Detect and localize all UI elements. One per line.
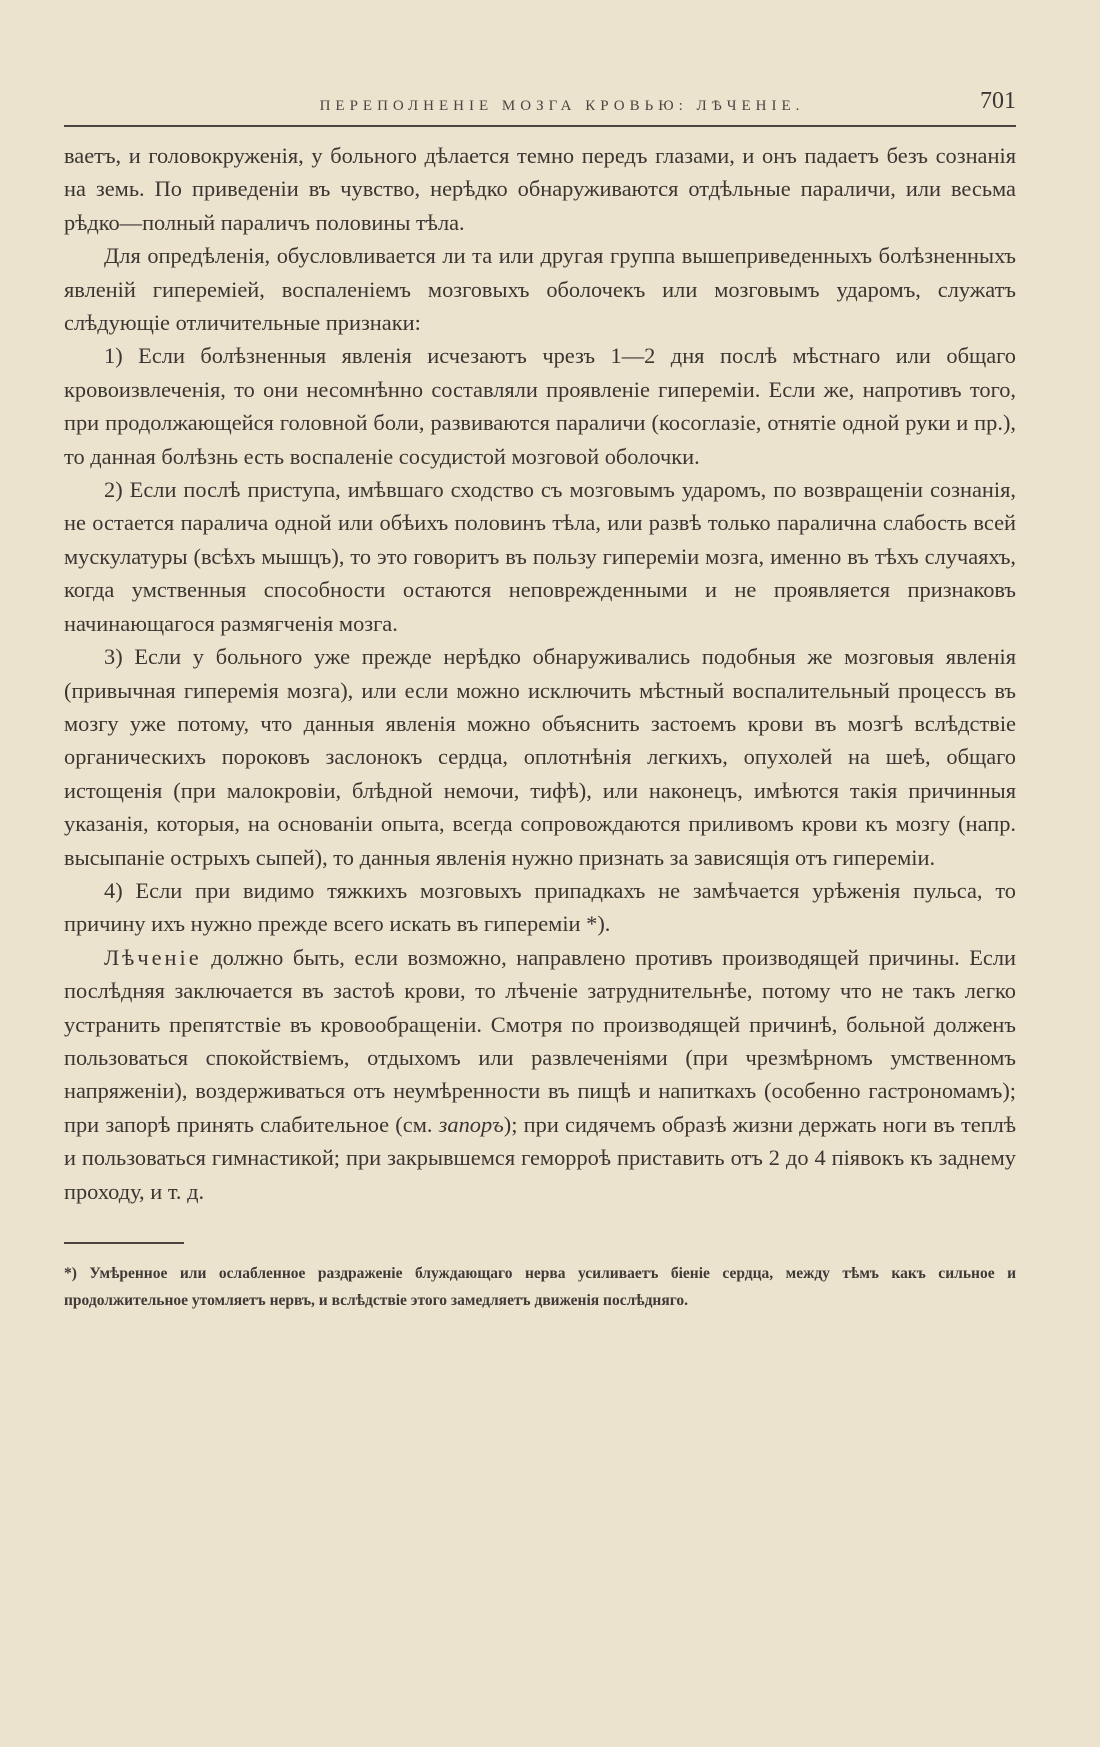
paragraph-diagnosis-intro: Для опредѣленія, обусловливается ли та или другая группа вышеприведенныхъ болѣзненныхъ явленій гипереміей, воспаленіемъ мозговыхъ оболочекъ или мозговымъ ударомъ, служатъ слѣдующіе отличительные признаки: (64, 243, 1016, 336)
treatment-text: должно быть, если возможно, направлено противъ производящей причины. Если послѣдняя заключается въ застоѣ крови, то лѣченіе затруднительнѣе, потому что не такъ легко устранить препятствіе въ кровообращеніи. Смотря по производящей причинѣ, больной долженъ пользоваться спокойствіемъ, отдыхомъ или развлеченіями (при чрезмѣрномъ умственномъ напряженіи), воздерживаться отъ неумѣренности въ пищѣ и напиткахъ (особенно гастрономамъ); при запорѣ принять слабительное (см. (64, 944, 1016, 1137)
paragraph-sign-2: 2) Если послѣ приступа, имѣвшаго сходство съ мозговымъ ударомъ, по возвращеніи сознанія, не остается паралича одной или обѣихъ половинъ тѣла, или развѣ только паралична слабость всей мускулатуры (всѣхъ мышцъ), то это говоритъ въ пользу гипереміи мозга, именно въ тѣхъ случаяхъ, когда умственныя способности остаются неповрежденными и не проявляется признаковъ начинающагося размягченія мозга. (64, 477, 1016, 636)
paragraph-continuation: ваетъ, и головокруженія, у больного дѣлается темно передъ глазами, и онъ падаетъ безъ сознанія на земь. По приведеніи въ чувство, нерѣдко обнаруживаются отдѣльные параличи, или весьма рѣдко—полный параличъ половины тѣла. (64, 143, 1016, 235)
footnote: *) Умѣренное или ослабленное раздраженіе блуждающаго нерва усиливаетъ біеніе сердца, между тѣмъ какъ сильное и продолжительное утомляетъ нервъ, и вслѣдствіе этого замедляетъ движенія послѣдняго. (64, 1264, 1016, 1309)
running-header (64, 88, 1016, 127)
paragraph-treatment (64, 941, 1016, 1208)
paragraph-sign-1: 1) Если болѣзненныя явленія исчезаютъ чрезъ 1—2 дня послѣ мѣстнаго или общаго кровоизвлеченія, то они несомнѣнно составляли проявленіе гипереміи. Если же, напротивъ того, при продолжающейся головной боли, развиваются параличи (косоглазіе, отнятіе одной руки и пр.), то данная болѣзнь есть воспаленіе сосудистой мозговой оболочки. (64, 343, 1016, 469)
running-title: ПЕРЕПОЛНЕНІЕ МОЗГА КРОВЬЮ: ЛѢЧЕНІЕ. (319, 98, 805, 114)
treatment-term: Лѣченіе (104, 944, 202, 970)
cross-reference: запоръ (438, 1111, 504, 1137)
page-number: 701 (980, 88, 1016, 114)
paragraph-sign-3: 3) Если у больного уже прежде нерѣдко обнаруживались подобныя же мозговыя явленія (привычная гиперемія мозга), или если можно исключить мѣстный воспалительный процессъ въ мозгу уже потому, что данныя явленія можно объяснить застоемъ крови въ мозгѣ вслѣдствіе органическихъ пороковъ заслонокъ сердца, оплотнѣнія легкихъ, опухолей на шеѣ, общаго истощенія (при малокровіи, блѣдной немочи, тифѣ), или наконецъ, имѣются такія причинныя указанія, которыя, на основаніи опыта, всегда сопровождаются приливомъ крови къ мозгу (напр. высыпаніе острыхъ сыпей), то данныя явленія нужно признать за зависящія отъ гипереміи. (64, 644, 1016, 870)
paragraph-sign-4: 4) Если при видимо тяжкихъ мозговыхъ припадкахъ не замѣчается урѣженія пульса, то причину ихъ нужно прежде всего искать въ гипереміи *). (64, 877, 1016, 937)
main-text (64, 139, 1016, 1208)
treatment-text-end: ); при сидячемъ образѣ жизни держать ноги въ теплѣ и пользоваться гимнастикой; при закрывшемся геморроѣ приставить отъ 2 до 4 піявокъ къ заднему проходу, и т. д. (64, 1111, 1017, 1204)
footnote-divider (64, 1242, 184, 1244)
